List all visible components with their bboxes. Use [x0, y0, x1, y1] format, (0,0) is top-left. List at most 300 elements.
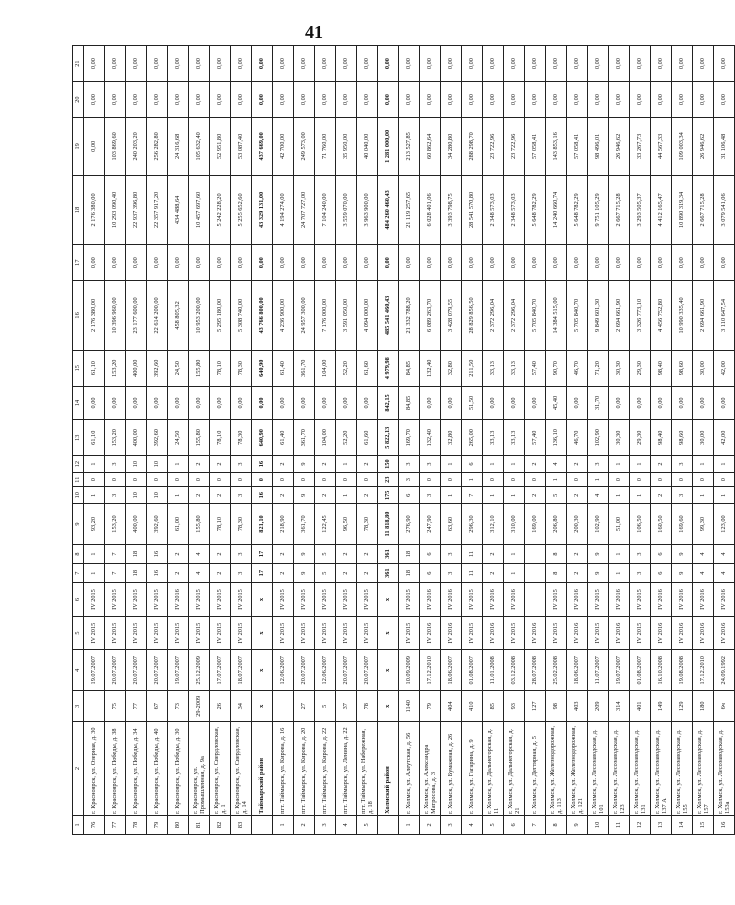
table-cell: IV 2016: [525, 616, 546, 650]
table-cell: 0: [504, 472, 525, 486]
table-cell: 7: [105, 564, 126, 583]
table-cell: 33 267,73: [630, 118, 651, 176]
table-cell: IV 2015: [546, 583, 567, 617]
table-cell: 0,00: [126, 82, 147, 118]
table-cell: 2: [273, 456, 294, 473]
table-cell: 4: [546, 456, 567, 473]
table-cell: 153,20: [105, 350, 126, 386]
table-cell: 1: [609, 564, 630, 583]
table-cell: 0,00: [462, 245, 483, 281]
table-cell: IV 2015: [336, 616, 357, 650]
table-cell: 5: [315, 691, 336, 722]
table-cell: 0,00: [378, 46, 399, 82]
table-cell: 24,50: [168, 420, 189, 456]
table-cell: 98,40: [651, 420, 672, 456]
column-number: 14: [73, 386, 84, 420]
table-cell: 4: [714, 544, 735, 563]
table-cell: 33,13: [504, 420, 525, 456]
table-cell: 434 488,64: [168, 175, 189, 245]
table-cell: 16: [252, 456, 273, 473]
table-cell: IV 2015: [273, 583, 294, 617]
table-cell: 1140: [399, 691, 420, 722]
table-cell: 78,30: [357, 504, 378, 545]
table-cell: 51,50: [462, 386, 483, 420]
table-cell: 640,90: [252, 350, 273, 386]
table-cell: 1: [609, 487, 630, 504]
table-cell: 51,00: [609, 504, 630, 545]
table-cell: 213 527,85: [399, 118, 420, 176]
table-cell: 30,00: [693, 350, 714, 386]
table-cell: 0: [336, 472, 357, 486]
table-cell: 0,00: [588, 245, 609, 281]
table-cell: 6: [420, 564, 441, 583]
table-cell: 4: [714, 564, 735, 583]
table-cell: 22 614 200,00: [147, 281, 168, 351]
table-cell: 12.06.2007: [273, 650, 294, 691]
column-number: 15: [73, 350, 84, 386]
table-cell: 0,00: [399, 82, 420, 118]
table-cell: 4 979,98: [378, 350, 399, 386]
table-cell: 2 694 661,90: [609, 281, 630, 351]
table-cell: 0,00: [168, 82, 189, 118]
address-cell: г. Красноярск, ул. Победы, д. 34: [126, 722, 147, 816]
table-cell: 44 567,33: [651, 118, 672, 176]
table-cell: 14 384 515,00: [546, 281, 567, 351]
table-cell: 4: [189, 544, 210, 563]
table-cell: 410: [462, 691, 483, 722]
table-cell: [252, 815, 273, 834]
table-cell: 21 119 257,65: [399, 175, 420, 245]
table-cell: 6 028 401,06: [420, 175, 441, 245]
table-row: [588, 46, 609, 835]
table-cell: 1 281 000,00: [378, 118, 399, 176]
table-cell: 43 766 800,00: [252, 281, 273, 351]
table-cell: 0: [525, 472, 546, 486]
table-cell: IV 2015: [630, 583, 651, 617]
table-cell: 10: [147, 456, 168, 473]
table-cell: 3 293 505,37: [630, 175, 651, 245]
table-cell: 4 194 274,00: [273, 175, 294, 245]
table-cell: 0,00: [336, 386, 357, 420]
table-cell: 3 079 541,06: [714, 175, 735, 245]
table-cell: IV 2016: [567, 583, 588, 617]
table-row: [693, 46, 714, 835]
table-cell: 0,00: [567, 82, 588, 118]
table-cell: 78: [357, 691, 378, 722]
table-cell: 1: [441, 487, 462, 504]
table-cell: 2: [483, 564, 504, 583]
table-cell: 0,00: [714, 82, 735, 118]
table-cell: 0,00: [567, 245, 588, 281]
table-cell: 265,00: [462, 420, 483, 456]
table-row: [399, 46, 420, 835]
table-cell: 10 890 319,34: [672, 175, 693, 245]
column-number: 20: [73, 82, 84, 118]
table-cell: IV 2016: [483, 583, 504, 617]
table-cell: 0,00: [672, 245, 693, 281]
table-cell: 35 950,00: [336, 118, 357, 176]
table-cell: 1: [273, 815, 294, 834]
table-cell: 1: [399, 815, 420, 834]
table-cell: IV 2015: [105, 583, 126, 617]
table-cell: 206,80: [546, 504, 567, 545]
table-cell: 132,40: [420, 420, 441, 456]
table-cell: 361: [378, 544, 399, 563]
table-cell: 3: [630, 564, 651, 583]
table-row: [546, 46, 567, 835]
table-cell: 24 957 300,00: [294, 281, 315, 351]
table-cell: 30,30: [609, 350, 630, 386]
table-row: [210, 46, 231, 835]
table-cell: IV 2015: [294, 616, 315, 650]
table-cell: 8: [546, 544, 567, 563]
table-cell: 404: [441, 691, 462, 722]
table-cell: 0,00: [441, 386, 462, 420]
table-cell: 23 177 600,00: [126, 281, 147, 351]
table-cell: 0: [651, 472, 672, 486]
table-cell: 73: [168, 691, 189, 722]
table-cell: IV 2015: [231, 616, 252, 650]
table-cell: 0,00: [84, 386, 105, 420]
table-cell: IV 2016: [651, 583, 672, 617]
table-row: [483, 46, 504, 835]
table-cell: IV 2015: [315, 616, 336, 650]
table-cell: 24 707 727,00: [294, 175, 315, 245]
table-cell: 0: [483, 472, 504, 486]
table-cell: 3: [231, 456, 252, 473]
table-cell: 640,90: [252, 420, 273, 456]
table-cell: 4: [336, 815, 357, 834]
table-cell: 0,00: [294, 46, 315, 82]
table-cell: 0,00: [546, 46, 567, 82]
table-cell: IV 2016: [714, 616, 735, 650]
table-cell: 0,00: [441, 82, 462, 118]
table-cell: 6: [462, 456, 483, 473]
table-cell: 0,00: [252, 386, 273, 420]
table-row: [714, 46, 735, 835]
table-cell: 0,00: [252, 82, 273, 118]
table-body: [73, 46, 735, 835]
table-cell: [525, 583, 546, 617]
table-cell: 143 853,16: [546, 118, 567, 176]
table-cell: 296,30: [462, 504, 483, 545]
table-cell: 2: [336, 564, 357, 583]
table-cell: IV 2015: [357, 616, 378, 650]
table-cell: 458 805,32: [168, 281, 189, 351]
table-cell: 0,00: [126, 386, 147, 420]
table-cell: 15: [693, 815, 714, 834]
rotated-table-container: [72, 45, 731, 835]
table-cell: 28 829 856,50: [462, 281, 483, 351]
table-cell: 0: [231, 472, 252, 486]
table-cell: 2: [315, 456, 336, 473]
table-cell: 0,00: [315, 46, 336, 82]
table-cell: 0,00: [651, 46, 672, 82]
table-cell: 2: [651, 456, 672, 473]
table-cell: IV 2016: [567, 616, 588, 650]
table-cell: 0,00: [126, 245, 147, 281]
table-cell: 0,00: [315, 386, 336, 420]
table-cell: x: [378, 583, 399, 617]
table-cell: 3: [420, 487, 441, 504]
table-cell: 26 946,62: [609, 118, 630, 176]
table-cell: IV 2016: [609, 583, 630, 617]
address-cell: г. Красноярск, ул. Свердловская, д. 14: [231, 722, 252, 816]
table-cell: 0,00: [672, 82, 693, 118]
table-cell: 400,00: [126, 420, 147, 456]
table-row: [420, 46, 441, 835]
table-cell: 0,00: [168, 46, 189, 82]
table-cell: 9: [588, 564, 609, 583]
table-cell: 4: [189, 564, 210, 583]
table-cell: 6: [504, 815, 525, 834]
table-cell: 2: [357, 487, 378, 504]
table-cell: 2: [189, 487, 210, 504]
table-cell: IV 2016: [714, 583, 735, 617]
table-cell: 61,00: [168, 504, 189, 545]
table-cell: 123,00: [714, 504, 735, 545]
table-cell: 25.02.2008: [546, 650, 567, 691]
table-cell: 4 456 752,80: [651, 281, 672, 351]
table-cell: 153,20: [105, 420, 126, 456]
table-cell: 76: [84, 815, 105, 834]
table-cell: 2: [294, 815, 315, 834]
table-row: [462, 46, 483, 835]
table-cell: 28.07.2008: [525, 650, 546, 691]
table-cell: 0,00: [630, 46, 651, 82]
table-cell: 0: [105, 472, 126, 486]
table-cell: IV 2015: [105, 616, 126, 650]
address-cell: г. Холмск, ул. Дальнегорская, д. 21: [504, 722, 525, 816]
table-cell: 18: [126, 544, 147, 563]
table-cell: 78,10: [210, 350, 231, 386]
table-cell: 40 040,00: [357, 118, 378, 176]
table-cell: 3: [420, 456, 441, 473]
table-cell: 0,00: [315, 245, 336, 281]
table-cell: 17.07.2007: [210, 650, 231, 691]
table-cell: 82: [210, 815, 231, 834]
table-cell: 169,60: [672, 504, 693, 545]
table-cell: IV 2016: [504, 583, 525, 617]
table-cell: 3: [672, 456, 693, 473]
table-cell: 22 937 396,80: [126, 175, 147, 245]
table-cell: IV 2015: [126, 583, 147, 617]
table-cell: 53 087,40: [231, 118, 252, 176]
table-cell: 437 669,00: [252, 118, 273, 176]
table-cell: 0: [252, 472, 273, 486]
table-cell: 0,00: [504, 46, 525, 82]
column-number: 13: [73, 420, 84, 456]
table-cell: 78,30: [231, 420, 252, 456]
table-cell: 61,10: [84, 350, 105, 386]
table-cell: 11: [609, 815, 630, 834]
table-cell: 5: [483, 815, 504, 834]
column-number: 6: [73, 583, 84, 617]
table-cell: 0,00: [147, 386, 168, 420]
table-cell: 98 496,01: [588, 118, 609, 176]
table-cell: 1: [84, 564, 105, 583]
table-cell: 9: [294, 456, 315, 473]
table-cell: 52 951,80: [210, 118, 231, 176]
table-cell: x: [378, 650, 399, 691]
table-cell: 96,50: [336, 504, 357, 545]
table-cell: 6: [651, 564, 672, 583]
table-cell: 0,00: [168, 386, 189, 420]
table-cell: 1: [546, 472, 567, 486]
column-number-row: [73, 46, 84, 835]
table-cell: 1: [462, 472, 483, 486]
table-cell: IV 2015: [273, 616, 294, 650]
table-cell: 314: [609, 691, 630, 722]
table-cell: 78,10: [210, 420, 231, 456]
table-cell: 0: [672, 472, 693, 486]
table-cell: 3: [441, 564, 462, 583]
table-row: [672, 46, 693, 835]
table-cell: IV 2015: [588, 616, 609, 650]
table-cell: 17.12.2010: [693, 650, 714, 691]
table-cell: 1: [504, 564, 525, 583]
table-row: [336, 46, 357, 835]
table-cell: 9: [588, 544, 609, 563]
table-cell: 2: [210, 544, 231, 563]
table-cell: 0,00: [525, 46, 546, 82]
table-cell: 2: [210, 487, 231, 504]
table-cell: 218,90: [273, 504, 294, 545]
table-cell: 842,15: [378, 386, 399, 420]
table-cell: 5: [546, 487, 567, 504]
table-row: [273, 46, 294, 835]
table-cell: 20.07.2007: [105, 650, 126, 691]
column-number: 11: [73, 472, 84, 486]
table-cell: 175: [378, 487, 399, 504]
table-cell: 276,90: [399, 504, 420, 545]
table-row: [84, 46, 105, 835]
table-cell: 3: [315, 815, 336, 834]
table-cell: 10 953 200,00: [189, 281, 210, 351]
table-cell: 122,45: [315, 504, 336, 545]
table-cell: 11 818,80: [378, 504, 399, 545]
table-cell: 9: [672, 544, 693, 563]
table-cell: 0,00: [378, 245, 399, 281]
table-cell: 7 176 000,00: [315, 281, 336, 351]
address-cell: г. Холмск, ул. Дегтярная, д. 5: [525, 722, 546, 816]
table-cell: 0,00: [147, 46, 168, 82]
table-cell: 42,00: [714, 420, 735, 456]
table-cell: 3 110 647,54: [714, 281, 735, 351]
table-cell: IV 2016: [168, 583, 189, 617]
table-cell: 0,00: [420, 82, 441, 118]
table-cell: 5 705 840,70: [525, 281, 546, 351]
table-cell: 17: [252, 544, 273, 563]
table-cell: 361,70: [294, 504, 315, 545]
table-cell: 10 990 335,40: [672, 281, 693, 351]
table-cell: 6 089 263,70: [420, 281, 441, 351]
table-cell: 0,00: [336, 245, 357, 281]
table-cell: x: [252, 583, 273, 617]
table-cell: 8: [546, 815, 567, 834]
table-cell: 5 822,13: [378, 420, 399, 456]
table-cell: 81: [189, 815, 210, 834]
table-cell: 61,60: [357, 350, 378, 386]
table-cell: 0,00: [231, 82, 252, 118]
table-cell: 9 849 601,30: [588, 281, 609, 351]
table-cell: 9: [567, 815, 588, 834]
table-cell: 0,00: [483, 245, 504, 281]
table-cell: 23 722,96: [504, 118, 525, 176]
table-cell: 0,00: [462, 82, 483, 118]
table-cell: [84, 691, 105, 722]
table-row: [357, 46, 378, 835]
table-cell: 0,00: [567, 386, 588, 420]
table-row: [105, 46, 126, 835]
table-cell: 75: [105, 691, 126, 722]
table-cell: 25.12.2009: [189, 650, 210, 691]
table-cell: 0,00: [462, 46, 483, 82]
table-cell: IV 2015: [462, 583, 483, 617]
table-cell: 0,00: [504, 386, 525, 420]
table-cell: IV 2015: [84, 583, 105, 617]
table-cell: IV 2015: [504, 616, 525, 650]
table-cell: 3 326 773,10: [630, 281, 651, 351]
table-cell: 33,13: [483, 420, 504, 456]
column-number: 4: [73, 650, 84, 691]
table-cell: x: [378, 616, 399, 650]
table-cell: 0,00: [714, 245, 735, 281]
table-cell: 0,00: [189, 386, 210, 420]
table-cell: IV 2015: [588, 583, 609, 617]
table-cell: 392,60: [147, 504, 168, 545]
table-cell: 0: [294, 472, 315, 486]
table-row: [147, 46, 168, 835]
address-cell: г. Холмск, ул. Алеутская, д. 56: [399, 722, 420, 816]
table-cell: 24.09.1992: [714, 650, 735, 691]
table-cell: IV 2016: [672, 583, 693, 617]
table-cell: 7: [525, 815, 546, 834]
table-cell: 99,30: [693, 504, 714, 545]
table-row: [126, 46, 147, 835]
table-cell: IV 2015: [168, 616, 189, 650]
table-cell: 0,00: [399, 245, 420, 281]
column-number: 9: [73, 504, 84, 545]
table-cell: 6: [399, 487, 420, 504]
table-cell: IV 2015: [630, 616, 651, 650]
table-cell: 1: [630, 456, 651, 473]
table-cell: 77: [105, 815, 126, 834]
table-cell: 310,00: [504, 504, 525, 545]
table-cell: 19.07.2007: [609, 650, 630, 691]
table-row: [441, 46, 462, 835]
table-cell: [378, 815, 399, 834]
table-cell: 2: [525, 456, 546, 473]
table-cell: 16: [147, 564, 168, 583]
table-cell: 3: [105, 456, 126, 473]
table-cell: 1: [714, 487, 735, 504]
table-cell: 24,50: [168, 350, 189, 386]
table-cell: 32,80: [441, 420, 462, 456]
table-cell: 2: [210, 564, 231, 583]
table-cell: 3: [231, 544, 252, 563]
table-cell: 98: [546, 691, 567, 722]
table-cell: 26: [210, 691, 231, 722]
table-cell: 247,90: [420, 504, 441, 545]
column-number: 21: [73, 46, 84, 82]
table-cell: 52,20: [336, 350, 357, 386]
address-cell: Таймырский район: [252, 722, 273, 816]
address-cell: г. Холмск, ул. Железнодорожная, д. 121: [567, 722, 588, 816]
table-cell: 20.07.2007: [126, 650, 147, 691]
table-cell: 2 176 380,00: [84, 175, 105, 245]
table-cell: 0,00: [294, 386, 315, 420]
